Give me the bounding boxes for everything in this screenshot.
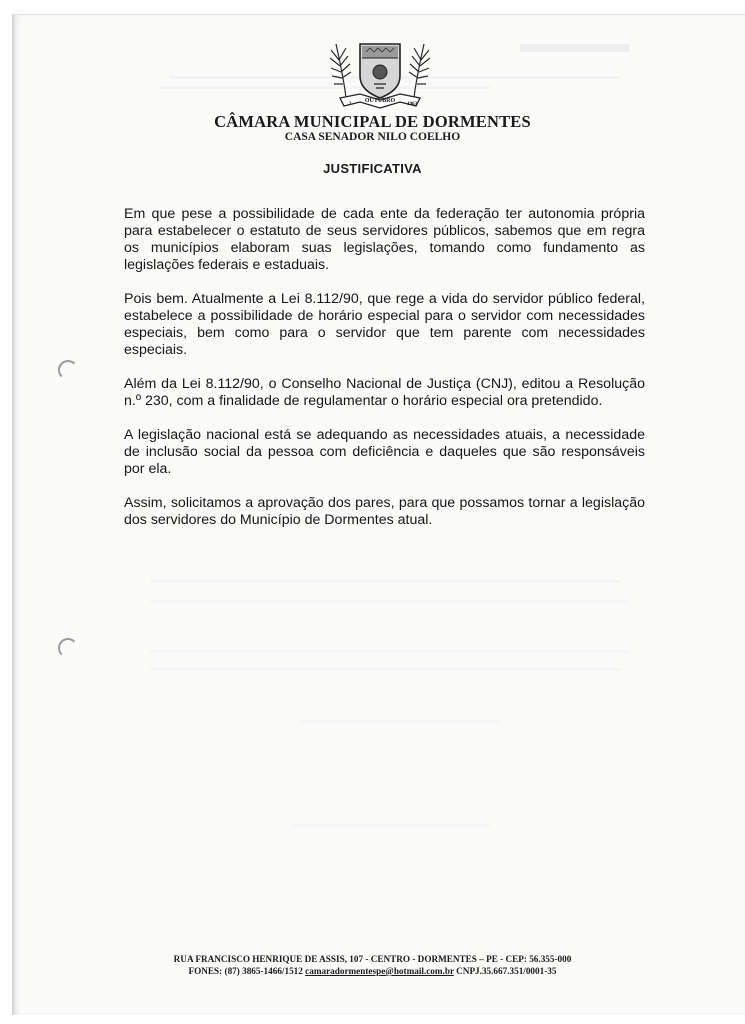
show-through-line xyxy=(150,600,630,603)
svg-text:OUTUBRO: OUTUBRO xyxy=(364,98,396,104)
svg-text:3: 3 xyxy=(348,102,352,107)
punch-hole-mark xyxy=(58,360,78,380)
paragraph: A legislação nacional está se adequando as necessidades atuais, a necessidade de inclusão social da pessoa com deficiência e daqueles que são responsáveis por ela. xyxy=(124,427,645,477)
page-subtitle: CASA SENADOR NILO COELHO xyxy=(284,131,461,143)
page-title: CÂMARA MUNICIPAL DE DORMENTES xyxy=(214,112,531,131)
show-through-line xyxy=(150,650,630,653)
show-through-line xyxy=(150,668,620,671)
justification-body xyxy=(124,206,645,546)
show-through-line xyxy=(300,720,500,723)
show-through-line xyxy=(160,86,490,89)
document-heading: JUSTIFICATIVA xyxy=(323,161,422,176)
municipal-crest-icon xyxy=(326,36,434,112)
footer-phones: FONES: (87) 3865-1466/1512 xyxy=(188,966,303,976)
paragraph: Além da Lei 8.112/90, o Conselho Nacional de Justiça (CNJ), editou a Resolução n.º 230, com a finalidade de regulamentar o horário especial ora pretendido. xyxy=(124,376,645,409)
paragraph: Pois bem. Atualmente a Lei 8.112/90, que rege a vida do servidor público federal, estabelece a possibilidade de horário especial para o servidor com necessidades especiais, bem como para o servidor que tem parente com necessidades especiais. xyxy=(124,291,645,358)
svg-text:1963: 1963 xyxy=(407,102,417,107)
show-through-line xyxy=(150,580,620,583)
show-through-line xyxy=(290,824,490,827)
punch-hole-mark xyxy=(58,638,78,658)
footer-email-link[interactable]: camaradormentespe@hotmail.com.br xyxy=(305,966,454,976)
paragraph: Em que pese a possibilidade de cada ente da federação ter autonomia própria para estabelecer o estatuto de seus servidores públicos, sabemos que em regra os municípios elaboram suas legislações, tomando como fundamento as legislações federais e estaduais. xyxy=(124,206,645,273)
paragraph: Assim, solicitamos a aprovação dos pares, para que possamos tornar a legislação dos servidores do Município de Dormentes atual. xyxy=(124,495,645,528)
footer-cnpj: CNPJ.35.667.351/0001-35 xyxy=(456,966,557,976)
show-through-line xyxy=(520,44,630,52)
footer-contact xyxy=(0,966,745,976)
footer-address: RUA FRANCISCO HENRIQUE DE ASSIS, 107 - CENTRO - DORMENTES – PE - CEP: 56.355-000 xyxy=(173,954,572,964)
